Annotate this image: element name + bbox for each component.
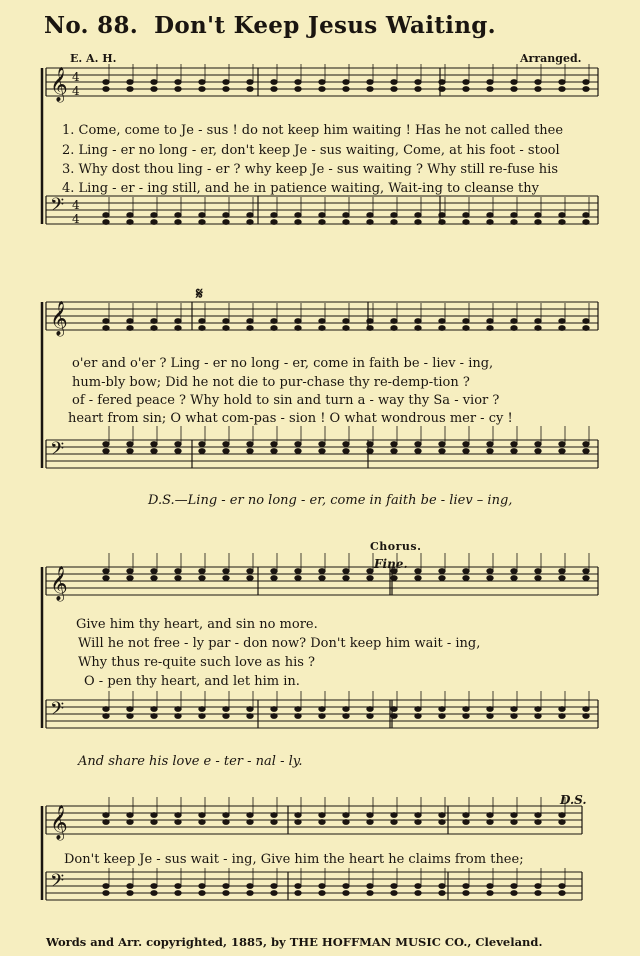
system1-lyric-verse3: 3. Why dost thou ling - er ? why keep Je - sus waiting ? Why still re-fuse his — [62, 162, 559, 177]
system3-lyric-verse4: O - pen thy heart, and let him in. — [84, 674, 300, 689]
svg-text:𝄞: 𝄞 — [50, 67, 68, 102]
system1-lyric-verse4: 4. Ling - er - ing still, and he in patience waiting, Wait-ing to cleanse thy — [62, 181, 539, 196]
svg-text:𝄞: 𝄞 — [50, 805, 68, 840]
svg-text:𝄢: 𝄢 — [50, 871, 65, 896]
arrangement-credit: Arranged. — [520, 52, 582, 65]
system3-lyric-verse3: Why thus re-quite such love as his ? — [78, 655, 316, 670]
ds-mark: D.S. — [560, 793, 587, 807]
svg-text:𝄞: 𝄞 — [50, 566, 68, 601]
fine-mark: Fine. — [374, 557, 408, 571]
svg-text:4: 4 — [72, 84, 80, 98]
system4-lyric: Don't keep Je - sus wait - ing, Give him the heart he claims from thee; — [64, 852, 524, 867]
svg-text:4: 4 — [72, 198, 80, 212]
svg-text:𝄞: 𝄞 — [50, 301, 68, 336]
system2-lyric-verse3: of - fered peace ? Why hold to sin and turn a - way thy Sa - vior ? — [72, 393, 500, 408]
segno-sign: 𝄋 — [196, 284, 203, 303]
copyright-footer: Words and Arr. copyrighted, 1885, by THE HOFFMAN MUSIC CO., Cleveland. — [46, 935, 543, 949]
svg-text:𝄢: 𝄢 — [50, 439, 65, 464]
svg-text:4: 4 — [72, 70, 80, 84]
svg-text:4: 4 — [72, 212, 80, 226]
chorus-label: Chorus. — [370, 540, 422, 553]
hymn-title: Don't Keep Jesus Waiting. — [154, 12, 496, 39]
system3-lyric-verse1: Give him thy heart, and sin no more. — [76, 617, 318, 632]
hymn-number: No. 88. — [44, 12, 139, 39]
svg-text:𝄢: 𝄢 — [50, 195, 65, 220]
system3-lyric-verse2: Will he not free - ly par - don now? Don't keep him wait - ing, — [78, 636, 481, 651]
system1-lyric-verse2: 2. Ling - er no long - er, don't keep Je - sus waiting, Come, at his foot - stool — [62, 143, 560, 158]
system2-lyric-verse1: o'er and o'er ? Ling - er no long - er, come in faith be - liev - ing, — [72, 356, 494, 371]
svg-text:𝄢: 𝄢 — [50, 699, 65, 724]
system1-lyric-verse1: 1. Come, come to Je - sus ! do not keep him waiting ! Has he not called thee — [62, 123, 564, 138]
ds-lyric-line: D.S.—Ling - er no long - er, come in faith be - liev – ing, — [148, 493, 513, 508]
system2-lyric-verse4: heart from sin; O what com-pas - sion ! O what wondrous mer - cy ! — [68, 411, 513, 426]
chorus-italic-lyric: And share his love e - ter - nal - ly. — [78, 754, 303, 769]
system2-lyric-verse2: hum-bly bow; Did he not die to pur-chase thy re-demp-tion ? — [72, 375, 470, 390]
author-credit: E. A. H. — [70, 52, 117, 65]
